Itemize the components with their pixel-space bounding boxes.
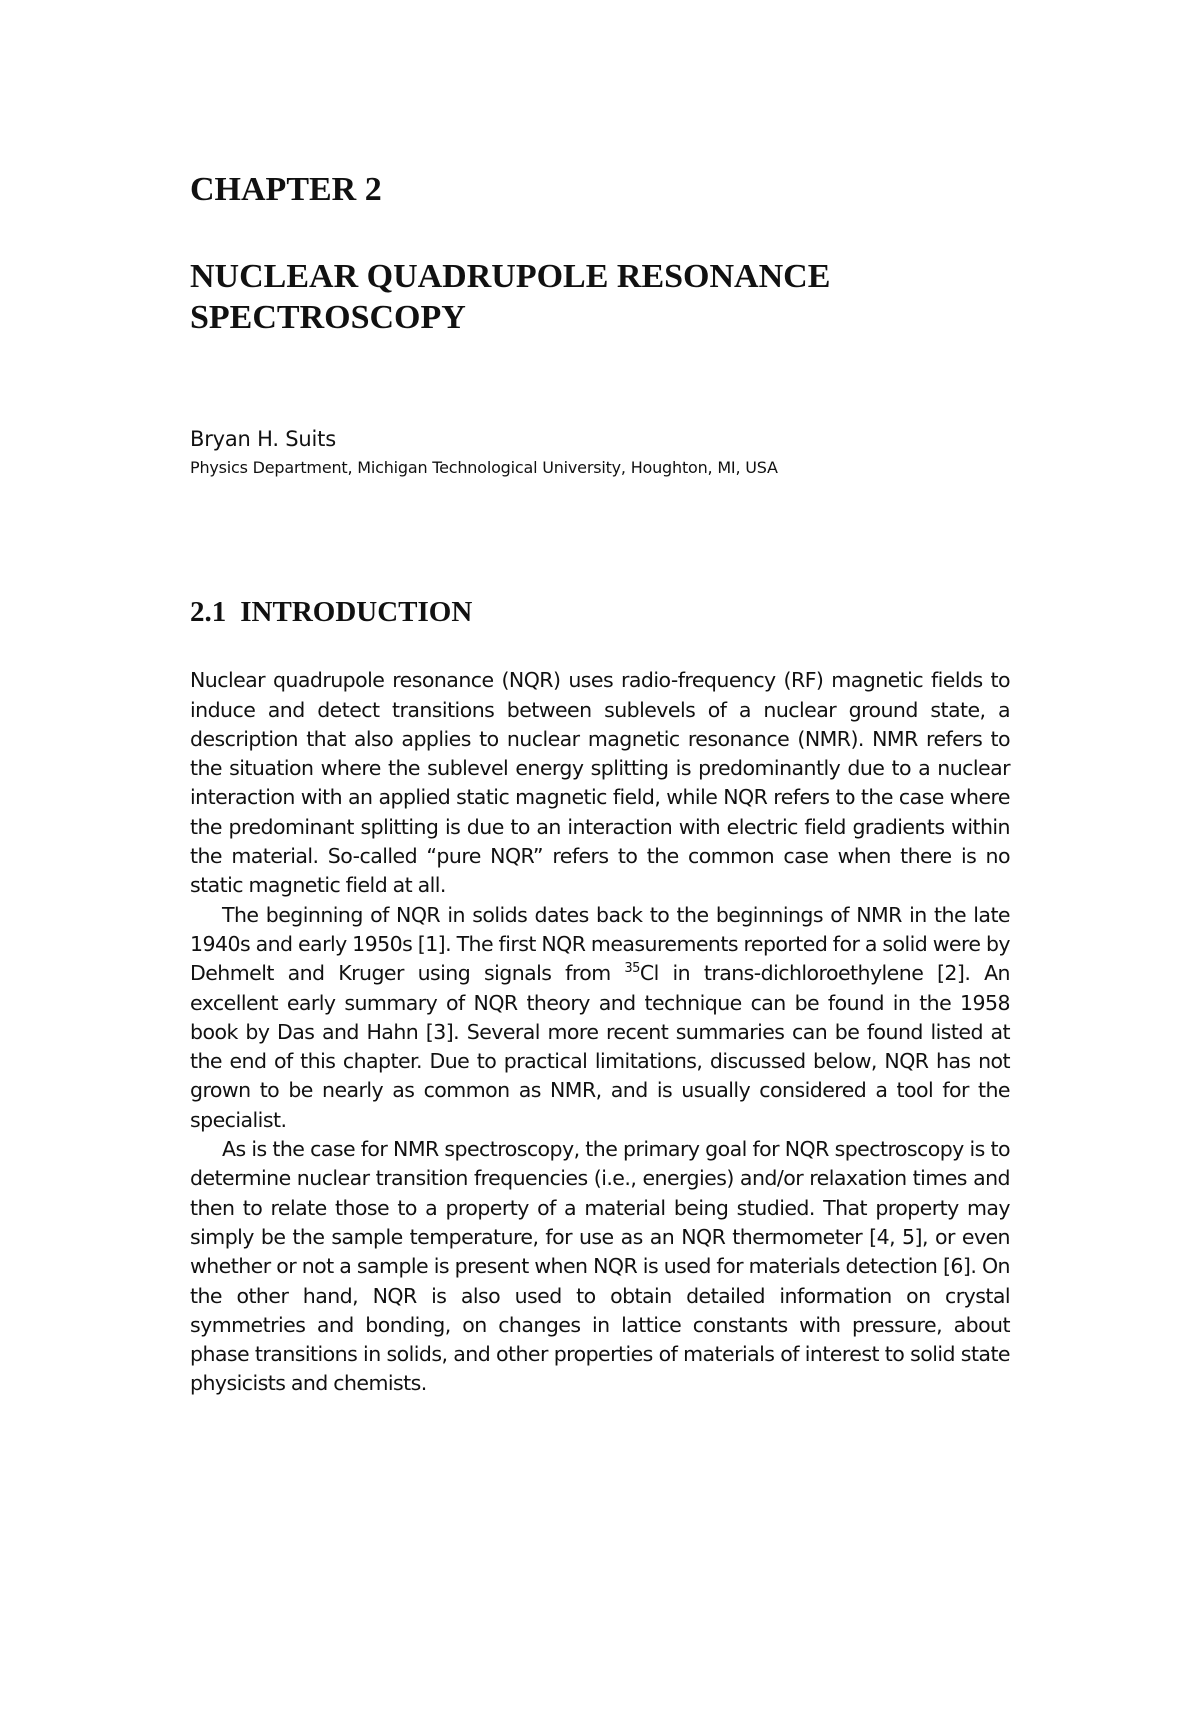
section-number: 2.1 xyxy=(190,596,227,629)
section-heading xyxy=(190,595,1010,630)
section-title: INTRODUCTION xyxy=(240,596,473,629)
author-name: Bryan H. Suits xyxy=(190,427,336,452)
paragraph-2-part-2: in trans-dichloroethylene [2]. An excellent early summary of NQR theory and technique can be found in the 1958 book by Das and Hahn [3]. Several more recent summaries can be found listed at the end of this chapter. Due to practical limitations, discussed below, NQR has not grown to be nearly as common as NMR, and is usually considered a tool for the specialist. xyxy=(190,961,1010,1132)
chapter-label: CHAPTER 2 xyxy=(190,171,382,208)
paragraph-2 xyxy=(190,901,1010,1135)
isotope-symbol: Cl xyxy=(639,961,659,986)
paragraph-3: As is the case for NMR spectroscopy, the primary goal for NQR spectroscopy is to determine nuclear transition frequencies (i.e., energies) and/or relaxation times and then to relate those to a property of a material being studied. That property may simply be the sample temperature, for use as an NQR thermometer [4, 5], or even whether or not a sample is present when NQR is used for materials detection [6]. On the other hand, NQR is also used to obtain detailed information on crystal symmetries and bonding, on changes in lattice constants with pressure, about phase transitions in solids, and other properties of materials of interest to solid state physicists and chemists. xyxy=(190,1137,1010,1396)
paragraph-1: Nuclear quadrupole resonance (NQR) uses radio-frequency (RF) magnetic fields to induce and detect transitions between sublevels of a nuclear ground state, a description that also applies to nuclear magnetic resonance (NMR). NMR refers to the situation where the sublevel energy splitting is predominantly due to a nuclear interaction with an applied static magnetic field, while NQR refers to the case where the predominant splitting is due to an interaction with electric field gradients within the material. So-called “pure NQR” refers to the common case when there is no static magnetic field at all. xyxy=(190,668,1010,898)
chapter-title: NUCLEAR QUADRUPOLE RESONANCE SPECTROSCOPY xyxy=(190,257,831,336)
author-affiliation: Physics Department, Michigan Technological University, Houghton, MI, USA xyxy=(190,457,778,477)
body-text xyxy=(190,666,1010,1398)
paragraph-2-part-1: The beginning of NQR in solids dates back to the beginnings of NMR in the late 1940s and early 1950s [1]. The first NQR measurements reported for a solid were by Dehmelt and Kruger using signals from xyxy=(190,902,1010,986)
document-page xyxy=(190,170,1010,1399)
isotope-mass-number: 35 xyxy=(624,961,640,977)
